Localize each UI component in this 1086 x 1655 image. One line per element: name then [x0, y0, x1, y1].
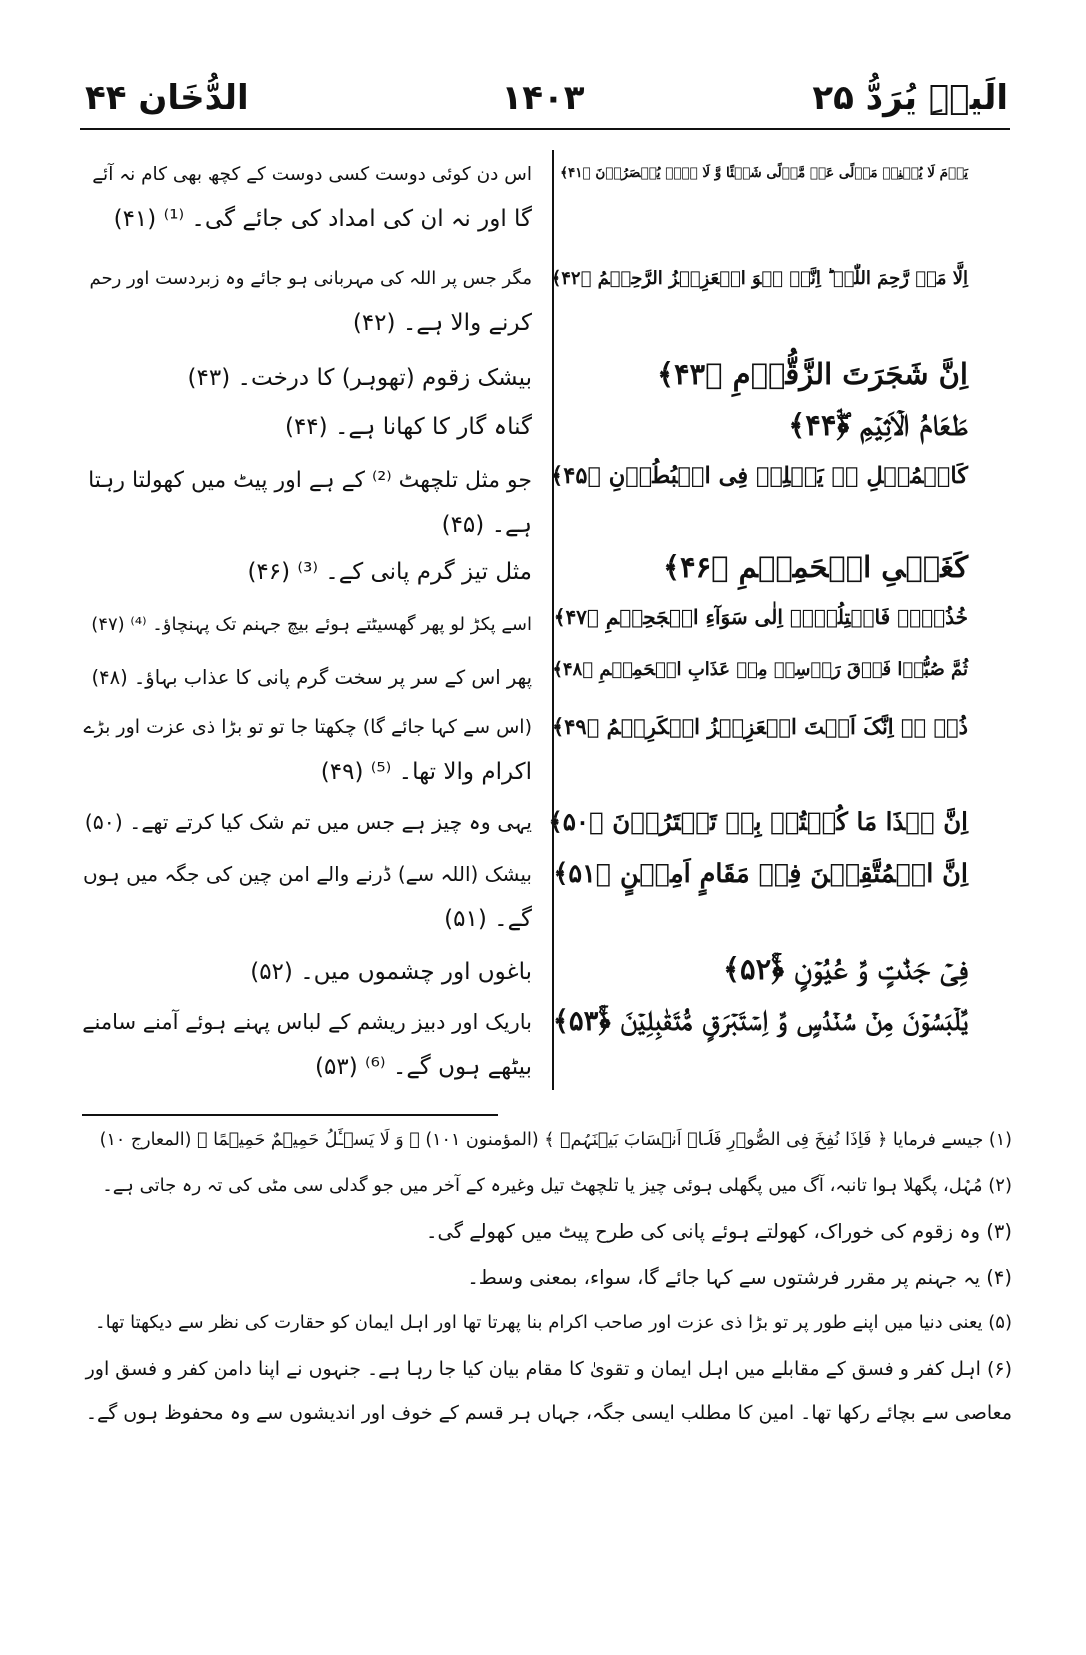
- arabic-verse-51: اِنَّ الۡمُتَّقِیۡنَ فِیۡ مَقَامٍ اَمِیۡنٍ ﴿۵۱﴾: [553, 859, 968, 889]
- urdu-line: باغوں اور چشموں میں۔ (۵۲): [250, 959, 532, 985]
- urdu-line: (اس سے کہا جائے گا) چکھتا جا تو تو بڑا ذی عزت اور بڑے: [83, 716, 532, 738]
- urdu-line: ہے۔ (۴۵): [441, 512, 532, 538]
- urdu-line: گناہ گار کا کھانا ہے۔ (۴۴): [284, 414, 532, 440]
- urdu-translation-45: [82, 458, 532, 548]
- urdu-line: اکرام والا تھا۔ ⁽⁵⁾ (۴۹): [320, 759, 532, 785]
- arabic-verse-48: ثُمَّ صُبُّوۡا فَوۡقَ رَاۡسِہٖ مِنۡ عَذَابِ الۡحَمِیۡمِ ﴿۴۸﴾: [552, 659, 968, 680]
- footnote-5: (۵) یعنی دنیا میں اپنے طور پر تو بڑا ذی عزت اور صاحب اکرام بنا پھرتا تھا اور اہل ایمان کو حقارت کی نظر سے دیکھتا تھا۔: [95, 1312, 1012, 1333]
- urdu-translation-42: [82, 256, 532, 346]
- footnote-3: (۳) وہ زقوم کی خوراک، کھولتے ہوئے پانی کی طرح پیٹ میں کھولے گی۔: [426, 1220, 1012, 1243]
- para-title: الَیۡہِ یُرَدُّ ۲۵: [812, 78, 1008, 118]
- urdu-line: گے۔ (۵۱): [444, 906, 532, 932]
- arabic-verse-44: طَعَامُ الۡاَثِیۡمِ ﴿ۖۛ۴۴﴾: [788, 408, 968, 442]
- arabic-verse-49: ذُقۡ ۚۙ اِنَّکَ اَنۡتَ الۡعَزِیۡزُ الۡکَرِیۡمُ ﴿۴۹﴾: [551, 714, 968, 739]
- arabic-verse-52: فِیۡ جَنّٰتٍ وَّ عُیُوۡنٍ ﴿ۚۙ۵۲﴾: [723, 952, 968, 986]
- urdu-line: پھر اس کے سر پر سخت گرم پانی کا عذاب بہاؤ۔ (۴۸): [91, 666, 532, 689]
- urdu-translation-48: [82, 655, 532, 700]
- header-divider: [80, 128, 1010, 130]
- surah-title: الدُّخَان ۴۴: [85, 78, 249, 118]
- arabic-verse-42: اِلَّا مَنۡ رَّحِمَ اللّٰہُ ؕ اِنَّہٗ ہُوَ الۡعَزِیۡزُ الرَّحِیۡمُ ﴿۴۲﴾: [550, 268, 968, 289]
- footnote-6-continued: معاصی سے بچائے رکھا تھا۔ امین کا مطلب ایسی جگہ، جہاں ہر قسم کے خوف اور اندیشوں سے وہ محفوظ ہوں گے۔: [85, 1402, 1012, 1424]
- footnote-2: (۲) مُہْل، پگھلا ہوا تانبہ، آگ میں پگھلی ہوئی چیز یا تلچھٹ تیل وغیرہ کے آخر میں جو گدلی سی مٹی کی تہ رہ جاتی ہے۔: [102, 1175, 1012, 1196]
- arabic-verse-53: یَّلۡبَسُوۡنَ مِنۡ سُنۡدُسٍ وَّ اِسۡتَبۡرَقٍ مُّتَقٰبِلِیۡنَ ﴿ۚۙ۵۳﴾: [552, 1005, 968, 1037]
- urdu-line: بیشک (اللہ سے) ڈرنے والے امن چین کی جگہ میں ہوں: [82, 862, 532, 886]
- urdu-translation-51: [82, 852, 532, 942]
- urdu-translation-52: [82, 950, 532, 995]
- page-number: ۱۴۰۳: [501, 78, 585, 118]
- urdu-line: کرنے والا ہے۔ (۴۲): [352, 310, 532, 336]
- urdu-translation-50: [82, 800, 532, 845]
- urdu-line: گا اور نہ ان کی امداد کی جائے گی۔ ⁽¹⁾ (۴۱): [113, 206, 532, 232]
- urdu-translation-44: [82, 405, 532, 450]
- footnote-6: (۶) اہل کفر و فسق کے مقابلے میں اہل ایمان و تقویٰ کا مقام بیان کیا جا رہا ہے۔ جنہوں نے اپنا دامن کفر و فسق اور: [85, 1358, 1012, 1380]
- arabic-verse-47: خُذُوۡہُ فَاعۡتِلُوۡہُ اِلٰی سَوَآءِ الۡجَحِیۡمِ ﴿۴۷﴾: [553, 605, 968, 629]
- urdu-line: یہی وہ چیز ہے جس میں تم شک کیا کرتے تھے۔ (۵۰): [84, 810, 532, 834]
- urdu-translation-43: [82, 356, 532, 401]
- urdu-line: بیشک زقوم (تھوہر) کا درخت۔ (۴۳): [187, 365, 532, 391]
- footnote-divider: [82, 1114, 498, 1116]
- arabic-verse-41: یَوۡمَ لَا یُغۡنِیۡ مَوۡلًی عَنۡ مَّوۡلًی شَیۡئًا وَّ لَا ہُمۡ یُنۡصَرُوۡنَ ﴿۴۱﴾: [560, 165, 968, 181]
- urdu-line: بیٹھے ہوں گے۔ ⁽⁶⁾ (۵۳): [315, 1054, 532, 1080]
- urdu-translation-46: [82, 550, 532, 595]
- urdu-translation-47: [82, 602, 532, 647]
- urdu-translation-49: [82, 705, 532, 795]
- arabic-verse-45: کَالۡمُہۡلِ ۚۛ یَغۡلِیۡ فِی الۡبُطُوۡنِ ﴿۴۵﴾: [550, 463, 968, 489]
- urdu-line: باریک اور دبیز ریشم کے لباس پہنے ہوئے آمنے سامنے: [82, 1010, 532, 1034]
- urdu-line: مثل تیز گرم پانی کے۔ ⁽³⁾ (۴۶): [247, 559, 532, 585]
- arabic-verse-43: اِنَّ شَجَرَتَ الزَّقُّوۡمِ ﴿۴۳﴾: [656, 357, 968, 391]
- footnote-4: (۴) یہ جہنم پر مقرر فرشتوں سے کہا جائے گا، سواء، بمعنی وسط۔: [467, 1266, 1012, 1289]
- arabic-verse-50: اِنَّ ہٰذَا مَا کُنۡتُمۡ بِہٖ تَمۡتَرُوۡنَ ﴿۵۰﴾: [548, 807, 968, 836]
- urdu-line: اسے پکڑ لو پھر گھسیٹتے ہوئے بیچ جہنم تک پہنچاؤ۔ ⁽⁴⁾ (۴۷): [91, 614, 532, 635]
- urdu-line: جو مثل تلچھٹ ⁽²⁾ کے ہے اور پیٹ میں کھولتا رہتا: [88, 468, 532, 493]
- urdu-line: اس دن کوئی دوست کسی دوست کے کچھ بھی کام نہ آئے: [92, 164, 532, 185]
- arabic-verse-46: کَغَلۡیِ الۡحَمِیۡمِ ﴿۴۶﴾: [663, 550, 968, 584]
- urdu-translation-53: [82, 1000, 532, 1090]
- urdu-line: مگر جس پر اللہ کی مہربانی ہو جائے وہ زبردست اور رحم: [89, 268, 532, 289]
- footnote-1: (۱) جیسے فرمایا ﴿ فَاِذَا نُفِخَ فِی الصُّوۡرِ فَلَاۤ اَنۡسَابَ بَیۡنَہُمۡ ﴾ (المؤمنون ۱۰۱) ﴿ وَ لَا یَسۡـَٔلُ حَمِیۡمٌ حَمِیۡمًا ﴾ (المعارج ۱۰): [99, 1130, 1012, 1150]
- urdu-translation-41: [82, 152, 532, 242]
